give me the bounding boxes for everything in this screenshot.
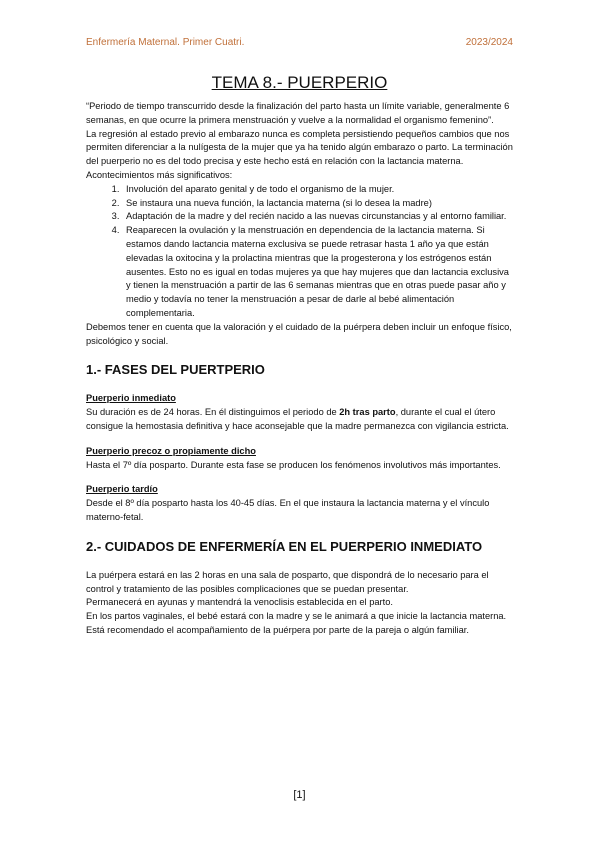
phase-text: Hasta el 7º día posparto. Durante esta fase se producen los fenómenos involutivos más importantes.	[86, 459, 501, 470]
page-title: TEMA 8.- PUERPERIO	[211, 73, 388, 92]
header-year: 2023/2024	[465, 37, 513, 48]
intro-paragraph: La regresión al estado previo al embarazo nunca es completa persistiendo pequeños cambios que nos permiten diferenciar a la nulígesta de la mujer que ya ha tenido algún embarazo o parto. La terminación del puerperio no es del todo precisa y este hecho está en relación con la lactancia materna.	[86, 128, 513, 167]
events-list	[86, 183, 514, 321]
phase-inmediato	[86, 392, 514, 433]
phase-title: Puerperio precoz o propiamente dicho	[86, 445, 256, 456]
phase-text-bold: 2h tras parto	[339, 407, 396, 418]
care-paragraph: La puérpera estará en las 2 horas en una sala de posparto, que dispondrá de lo necesario para el control y tratamiento de las posibles complicaciones que se puedan presentar.	[86, 569, 489, 594]
intro-closing: Debemos tener en cuenta que la valoración y el cuidado de la puérpera deben incluir un enfoque físico, psicológico y social.	[86, 321, 512, 346]
care-paragraph: En los partos vaginales, el bebé estará con la madre y se le animará a que inicie la lactancia materna.	[86, 611, 507, 622]
phase-text: Desde el 8º día posparto hasta los 40-45 días. En el que instaura la lactancia materna y el vínculo materno-fetal.	[86, 498, 490, 522]
phase-precoz	[86, 445, 514, 473]
list-item: 1. Involución del aparato genital y de todo el organismo de la mujer.	[122, 183, 514, 197]
phase-title: Puerperio tardío	[86, 484, 158, 495]
section-heading-care: 2.- CUIDADOS DE ENFERMERÍA EN EL PUERPERIO INMEDIATO	[86, 538, 483, 554]
header-course: Enfermería Maternal. Primer Cuatri.	[86, 37, 245, 48]
section-heading-phases: 1.- FASES DEL PUERTPERIO	[86, 362, 265, 378]
phase-text-part: Su duración es de 24 horas. En él distinguimos el periodo de	[86, 407, 340, 418]
phase-title: Puerperio inmediato	[86, 393, 176, 404]
document-body	[86, 100, 514, 638]
events-heading: Acontecimientos más significativos:	[86, 169, 233, 180]
page-header	[86, 37, 513, 48]
list-item: 4. Reaparecen la ovulación y la menstruación en dependencia de la lactancia materna. Si estamos dando lactancia materna exclusiva se puede retrasar hasta 1 año ya que están elevadas la oxitocina y la prolactina mientras que la progesterona y los estrógenos están ausentes. Esto no es igual en todas mujeres ya que hay mujeres que dan lactancia exclusiva y tienen la menstruación a partir de las 6 semanas mientras que en otras puede pasar año y medio y todavía no tener la menstruación a pesar de darle al bebé alimentación complementaria.	[122, 224, 514, 321]
intro-quote: “Periodo de tiempo transcurrido desde la finalización del parto hasta un límite variable, generalmente 6 semanas, en que ocurre la primera menstruación y vuelve a la normalidad el organismo femenino”.	[86, 101, 510, 125]
care-paragraph: Está recomendado el acompañamiento de la puérpera por parte de la pareja o algún familiar.	[86, 624, 469, 635]
page-number: [1]	[293, 789, 306, 801]
phase-text	[86, 406, 514, 434]
list-item: 3. Adaptación de la madre y del recién nacido a las nuevas circunstancias y al entorno familiar.	[122, 210, 514, 224]
care-paragraph: Permanecerá en ayunas y mantendrá la venoclisis establecida en el parto.	[86, 597, 393, 608]
list-item: 2. Se instaura una nueva función, la lactancia materna (si lo desea la madre)	[122, 197, 514, 211]
phase-text-part: , durante el cual el útero consigue la hemostasia definitiva y hace aconsejable que la madre permanezca con vigilancia estricta.	[86, 407, 509, 431]
phase-tardio	[86, 483, 514, 524]
